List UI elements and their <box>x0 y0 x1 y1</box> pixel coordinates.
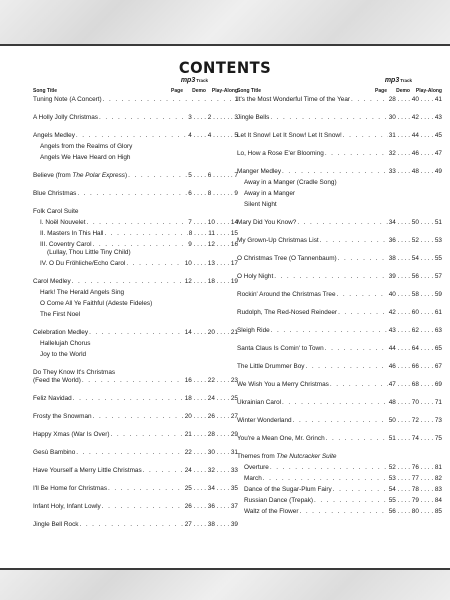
list-item[interactable]: Celebration Medley . . . 14 . . . . 20 . . . . 21 <box>33 329 238 337</box>
list-item[interactable]: Blue Christmas . . . 6 . . . . 8 . . . . . . 9 <box>33 190 238 198</box>
sub-item: Angels We Have Heard on High <box>40 154 131 161</box>
demo-header: Demo <box>396 88 410 94</box>
list-item[interactable]: O Holy Night . . . 39 . . . . 56 . . . . 57 <box>237 273 442 281</box>
list-item[interactable]: II. Masters In This Hall . . . 8 . . . . 11 . . . . 15 <box>33 230 238 238</box>
column-header <box>237 77 442 95</box>
sub-item: (Lullay, Thou Little Tiny Child) <box>47 249 131 256</box>
header-rule <box>0 44 450 46</box>
list-item[interactable]: It's the Most Wonderful Time of the Year . . . 28 . . . . 40 . . . . 41 <box>237 96 442 104</box>
sub-item: Away in a Manger (Cradle Song) <box>244 179 337 186</box>
list-item[interactable]: Waltz of the Flower . . . 56 . . . . 80 . . . . 85 <box>237 508 442 516</box>
sub-item: Angels from the Realms of Glory <box>40 143 133 150</box>
sub-item: O Come All Ye Faithful (Adeste Fideles) <box>40 300 153 307</box>
sub-item: The First Noel <box>40 311 81 318</box>
list-item[interactable]: Ukrainian Carol . . . 48 . . . . 70 . . . . 71 <box>237 399 442 407</box>
list-item[interactable]: A Holly Jolly Christmas . . . 3 . . . . 2 . . . . . . 3 <box>33 114 238 122</box>
sub-item: Away in a Manger <box>244 190 296 197</box>
list-item[interactable]: Rockin' Around the Christmas Tree . . . 40 . . . . 58 . . . . 59 <box>237 291 442 299</box>
page-header: Page <box>375 88 387 94</box>
page-header: Page <box>171 88 183 94</box>
list-item[interactable]: Frosty the Snowman . . . 20 . . . . 26 . . . . 27 <box>33 413 238 421</box>
list-item[interactable]: Carol Medley . . . 12 . . . . 18 . . . . 19 <box>33 278 238 286</box>
list-item[interactable]: We Wish You a Merry Christmas . . . 47 . . . . 68 . . . . 69 <box>237 381 442 389</box>
list-item[interactable]: Mary Did You Know? . . . 34 . . . . 50 . . . . 51 <box>237 219 442 227</box>
list-item[interactable]: You're a Mean One, Mr. Grinch . . . 51 . . . . 74 . . . . 75 <box>237 435 442 443</box>
header-band <box>0 0 450 44</box>
column-header <box>33 77 238 95</box>
list-item[interactable]: The Little Drummer Boy . . . 46 . . . . 66 . . . . 67 <box>237 363 442 371</box>
list-item[interactable]: Angels Medley . . . 4 . . . . 4 . . . . . . 5 <box>33 132 238 140</box>
list-item[interactable]: Jingle Bells . . . 30 . . . . 42 . . . . 43 <box>237 114 442 122</box>
list-item[interactable]: Have Yourself a Merry Little Christmas . . . 24 . . . . 32 . . . . 33 <box>33 467 238 475</box>
list-item[interactable]: I. Noël Nouvelet . . . 7 . . . . 10 . . . . 14 <box>33 219 238 227</box>
list-item[interactable]: Let It Snow! Let It Snow! Let It Snow! . . . 31 . . . . 44 . . . . 45 <box>237 132 442 140</box>
play-along-header: Play-Along <box>415 88 442 94</box>
list-item[interactable]: IV. O Du Fröhliche/Echo Carol . . . 10 . . . . 13 . . . . 17 <box>33 260 238 268</box>
list-item[interactable]: Sleigh Ride . . . 43 . . . . 62 . . . . 63 <box>237 327 442 335</box>
sub-item: Joy to the World <box>40 351 87 358</box>
list-item[interactable]: Infant Holy, Infant Lowly . . . 26 . . . . 36 . . . . 37 <box>33 503 238 511</box>
sub-item: Hark! The Herald Angels Sing <box>40 289 125 296</box>
list-item[interactable]: March . . . 53 . . . . 77 . . . . 82 <box>237 475 442 483</box>
list-item[interactable]: Believe (from The Polar Express) . . . 5 . . . . 6 . . . . . . 7 <box>33 172 238 180</box>
song-title-header: Song Title <box>237 88 262 94</box>
sub-item: Silent Night <box>244 201 277 208</box>
list-item[interactable]: Dance of the Sugar-Plum Fairy . . . 54 . . . . 78 . . . . 83 <box>237 486 442 494</box>
list-item[interactable]: My Grown-Up Christmas List . . . 36 . . . . 52 . . . . 53 <box>237 237 442 245</box>
list-item[interactable]: Gesù Bambino . . . 22 . . . . 30 . . . . 31 <box>33 449 238 457</box>
list-item[interactable]: Happy Xmas (War Is Over) . . . 21 . . . . 28 . . . . 29 <box>33 431 238 439</box>
list-item[interactable]: Overture . . . 52 . . . . 76 . . . . 81 <box>237 464 442 472</box>
list-item-title-line: Do They Know It's Christmas <box>33 369 116 376</box>
play-along-header: Play-Along <box>211 88 238 94</box>
list-item[interactable]: Lo, How a Rose E'er Blooming . . . 32 . . . . 46 . . . . 47 <box>237 150 442 158</box>
section-heading: Themes from The Nutcracker Suite <box>237 453 337 460</box>
list-item[interactable]: III. Coventry Carol . . . 9 . . . . 12 . . . . 16 <box>33 241 238 249</box>
demo-header: Demo <box>192 88 206 94</box>
song-title-header: Song Title <box>33 88 58 94</box>
sub-item: Hallelujah Chorus <box>40 340 91 347</box>
mp3-logo: mp3Track <box>384 77 412 84</box>
list-item[interactable]: O Christmas Tree (O Tannenbaum) . . . 38 . . . . 54 . . . . 55 <box>237 255 442 263</box>
list-item[interactable]: Santa Claus Is Comin' to Town . . . 44 . . . . 64 . . . . 65 <box>237 345 442 353</box>
list-item[interactable]: I'll Be Home for Christmas . . . 25 . . . . 34 . . . . 35 <box>33 485 238 493</box>
list-item[interactable]: Jingle Bell Rock . . . 27 . . . . 38 . . . . 39 <box>33 521 238 529</box>
list-item[interactable]: Tuning Note (A Concert) . . . 1 <box>33 96 238 104</box>
list-item[interactable]: (Feed the World) . . . 16 . . . . 22 . . . . 23 <box>33 377 238 385</box>
contents-column-right <box>237 77 442 516</box>
footer-band <box>0 570 450 600</box>
list-item[interactable]: Manger Medley . . . 33 . . . . 48 . . . . 49 <box>237 168 442 176</box>
page-title: CONTENTS <box>178 58 272 77</box>
list-item[interactable]: Winter Wonderland . . . 50 . . . . 72 . . . . 73 <box>237 417 442 425</box>
list-item[interactable]: Rudolph, The Red-Nosed Reindeer . . . 42 . . . . 60 . . . . 61 <box>237 309 442 317</box>
mp3-logo: mp3Track <box>180 77 208 84</box>
section-heading: Folk Carol Suite <box>33 208 79 215</box>
contents-column-left <box>33 77 238 529</box>
list-item[interactable]: Feliz Navidad . . . 18 . . . . 24 . . . . 25 <box>33 395 238 403</box>
list-item[interactable]: Russian Dance (Trepak) . . . 55 . . . . 79 . . . . 84 <box>237 497 442 505</box>
